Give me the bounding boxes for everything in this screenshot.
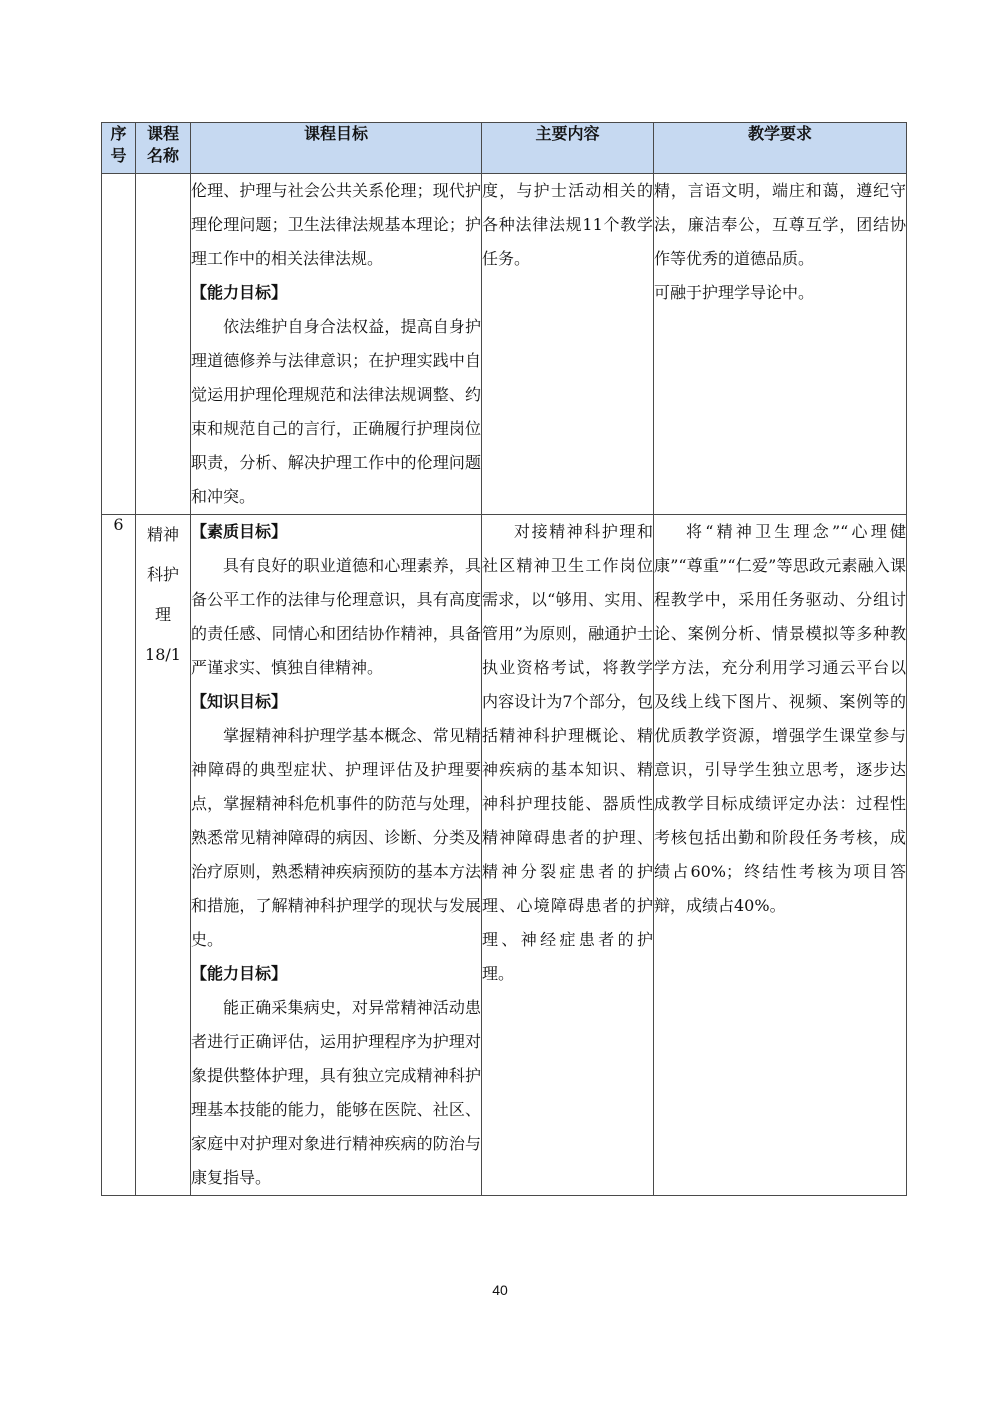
header-course-name: 课程名称	[136, 123, 191, 174]
header-seq: 序号	[102, 123, 136, 174]
requirement-text: 精，言语文明，端庄和蔼，遵纪守法，廉洁奉公，互尊互学，团结协作等优秀的道德品质。	[654, 181, 906, 268]
quality-heading: 【素质目标】	[191, 522, 288, 541]
course-name-line: 科护	[146, 565, 179, 584]
header-main-content: 主要内容	[482, 123, 654, 174]
table-header-row	[102, 123, 907, 174]
ability-heading: 【能力目标】	[191, 283, 288, 302]
course-name-line: 精神	[146, 525, 179, 544]
ability-text: 能正确采集病史，对异常精神活动患者进行正确评估，运用护理程序为护理对象提供整体护理，具有独立完成精神科护理基本技能的能力，能够在医院、社区、家庭中对护理对象进行精神疾病的防治与康复指导。	[191, 998, 481, 1187]
content-text: 对接精神科护理和社区精神卫生工作岗位需求，以“够用、实用、管用”为原则，融通护士执业资格考试，将教学内容设计为7个部分，包括精神科护理概论、精神疾病的基本知识、精神科护理技能、器质性精神障碍患者的护理、精神分裂症患者的护理、心境障碍患者的护理、神经症患者的护理。	[482, 522, 653, 983]
page-number: 40	[492, 1282, 508, 1298]
cell-goal-continued	[191, 174, 482, 515]
cell-seq-empty	[102, 174, 136, 515]
content-text: 度，与护士活动相关的各种法律法规11个教学任务。	[482, 181, 653, 268]
ability-text: 依法维护自身合法权益，提高自身护理道德修养与法律意识；在护理实践中自觉运用护理伦理规范和法律法规调整、约束和规范自己的言行，正确履行护理岗位职责，分析、解决护理工作中的伦理问题和冲突。	[191, 317, 481, 506]
goal-text: 伦理、护理与社会公共关系伦理；现代护理伦理问题；卫生法律法规基本理论；护理工作中的相关法律法规。	[191, 181, 481, 268]
knowledge-text: 掌握精神科护理学基本概念、常见精神障碍的典型症状、护理评估及护理要点，掌握精神科危机事件的防范与处理，熟悉常见精神障碍的病因、诊断、分类及治疗原则，熟悉精神疾病预防的基本方法和措施，了解精神科护理学的现状与发展史。	[191, 726, 481, 949]
table-row-6	[102, 515, 907, 1196]
course-name-line: 18/1	[145, 645, 181, 664]
cell-name-empty	[136, 174, 191, 515]
cell-requirement-continued	[654, 174, 907, 515]
curriculum-table	[101, 122, 907, 1196]
course-name-line: 理	[154, 605, 171, 624]
header-teaching-requirement: 教学要求	[654, 123, 907, 174]
knowledge-heading: 【知识目标】	[191, 692, 288, 711]
cell-goal-6	[191, 515, 482, 1196]
cell-seq-6: 6	[102, 515, 136, 1196]
requirement-text: 将“精神卫生理念”“心理健康”“尊重”“仁爱”等思政元素融入课程教学中，采用任务驱动、分组讨论、案例分析、情景模拟等多种教学方法，充分利用学习通云平台以及线上线下图片、视频、案例等的优质教学资源，增强学生课堂参与意识，引导学生独立思考，逐步达成教学目标成绩评定办法：过程性考核包括出勤和阶段任务考核，成绩占60%；终结性考核为项目答辩，成绩占40%。	[654, 522, 906, 915]
table-row-continued	[102, 174, 907, 515]
cell-content-continued	[482, 174, 654, 515]
cell-course-name	[136, 515, 191, 1196]
cell-content-6	[482, 515, 654, 1196]
cell-requirement-6	[654, 515, 907, 1196]
ability-heading: 【能力目标】	[191, 964, 288, 983]
header-course-goal: 课程目标	[191, 123, 482, 174]
quality-text: 具有良好的职业道德和心理素养，具备公平工作的法律与伦理意识，具有高度的责任感、同情心和团结协作精神，具备严谨求实、慎独自律精神。	[191, 556, 481, 677]
requirement-note: 可融于护理学导论中。	[654, 283, 815, 302]
